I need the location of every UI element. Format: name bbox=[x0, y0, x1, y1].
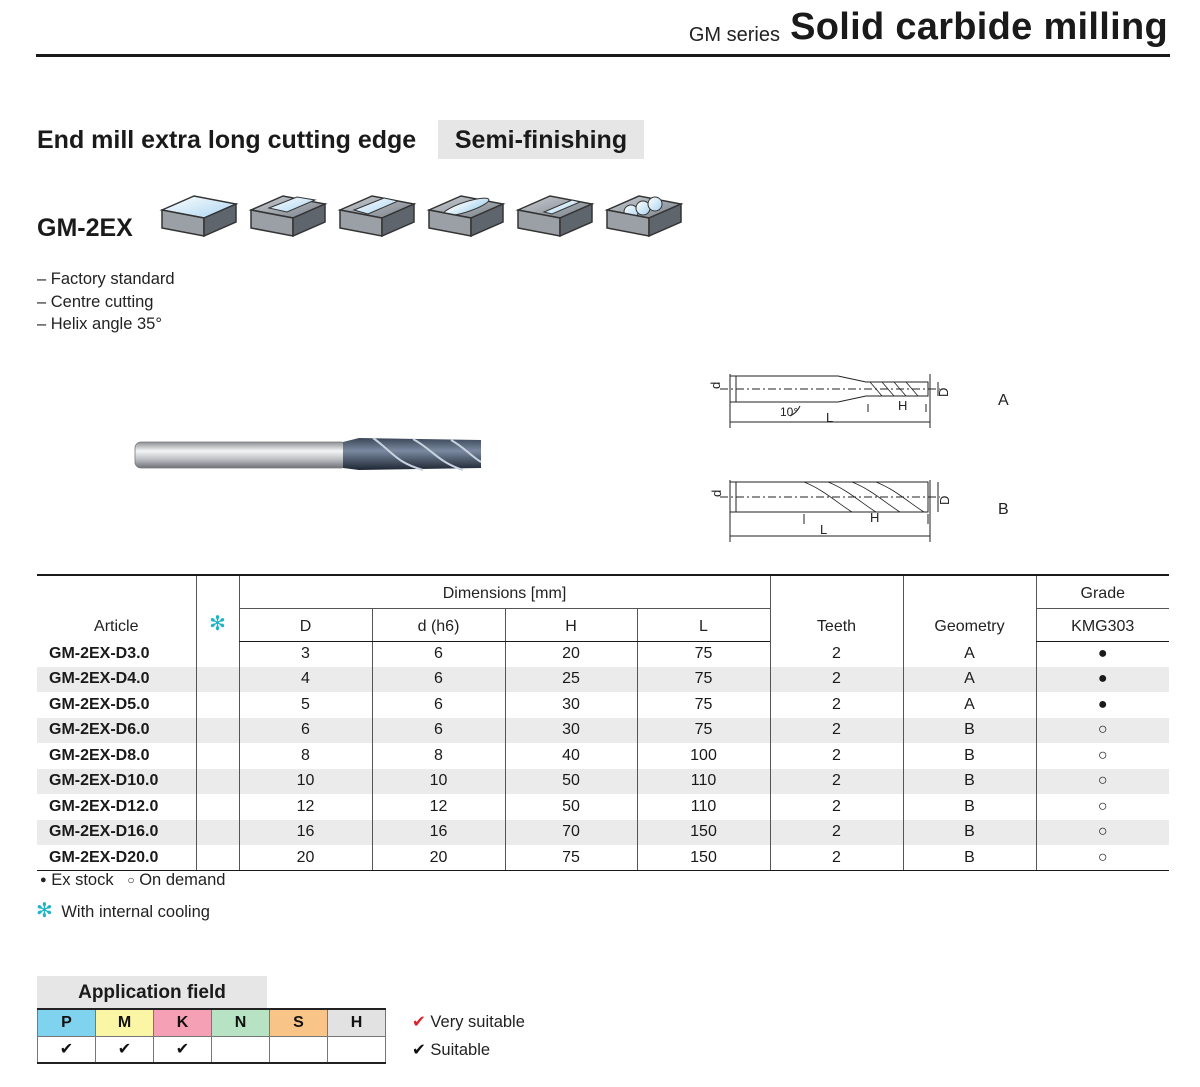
d-cell: 6 bbox=[372, 667, 505, 693]
header-rule bbox=[36, 54, 1170, 57]
article-cell: GM-2EX-D8.0 bbox=[49, 746, 150, 764]
article-cell: GM-2EX-D6.0 bbox=[37, 718, 196, 744]
material-h: H bbox=[328, 1009, 386, 1036]
very-suitable-legend bbox=[412, 1012, 525, 1032]
D-cell: 8 bbox=[239, 743, 372, 769]
cooling-icon: ✻ bbox=[36, 900, 53, 922]
material-s: S bbox=[270, 1009, 328, 1036]
geometry-cell: B bbox=[903, 743, 1036, 769]
H-cell: 30 bbox=[505, 718, 637, 744]
check-icon: ✔ bbox=[412, 1041, 426, 1059]
geometry-cell: B bbox=[903, 820, 1036, 846]
slotting-icon bbox=[340, 196, 414, 236]
header-grade: Grade bbox=[1036, 575, 1169, 608]
grade-cell: ● bbox=[1036, 641, 1169, 667]
face-milling-icon bbox=[162, 196, 236, 236]
L-cell: 110 bbox=[637, 794, 770, 820]
material-n: N bbox=[212, 1009, 270, 1036]
drilling-icon bbox=[607, 196, 681, 236]
cooling-cell bbox=[196, 692, 239, 718]
cooling-cell bbox=[196, 820, 239, 846]
header-teeth: Teeth bbox=[770, 575, 903, 641]
cooling-legend bbox=[36, 898, 210, 923]
teeth-cell: 2 bbox=[770, 769, 903, 795]
L-cell: 110 bbox=[637, 769, 770, 795]
feature-item: – Centre cutting bbox=[37, 292, 154, 311]
teeth-cell: 2 bbox=[770, 667, 903, 693]
d-cell: 20 bbox=[372, 845, 505, 871]
cooling-cell bbox=[196, 667, 239, 693]
material-rating: ✔ bbox=[38, 1036, 96, 1063]
header-grade-name: KMG303 bbox=[1036, 608, 1169, 641]
H-cell: 30 bbox=[505, 692, 637, 718]
article-cell: GM-2EX-D10.0 bbox=[37, 769, 196, 795]
grade-cell: ○ bbox=[1036, 845, 1169, 871]
cooling-cell bbox=[196, 743, 239, 769]
geometry-cell: B bbox=[903, 718, 1036, 744]
cooling-cell bbox=[196, 794, 239, 820]
L-cell: 100 bbox=[637, 743, 770, 769]
material-rating bbox=[328, 1036, 386, 1063]
H-cell: 50 bbox=[505, 769, 637, 795]
plunge-milling-icon bbox=[518, 196, 592, 236]
on-demand-text: On demand bbox=[139, 871, 226, 889]
teeth-cell: 2 bbox=[770, 794, 903, 820]
dim-H-label-b: H bbox=[870, 510, 880, 525]
dim-L-label-a: L bbox=[826, 410, 834, 425]
d-cell: 6 bbox=[372, 641, 505, 667]
L-cell: 75 bbox=[637, 718, 770, 744]
table-row bbox=[37, 667, 1169, 693]
table-row bbox=[37, 794, 1169, 820]
L-cell: 150 bbox=[637, 845, 770, 871]
header-L: L bbox=[637, 608, 770, 641]
product-code: GM-2EX bbox=[37, 214, 133, 242]
teeth-cell: 2 bbox=[770, 692, 903, 718]
feature-item: – Factory standard bbox=[37, 270, 175, 288]
application-badge: Semi-finishing bbox=[438, 120, 644, 159]
grade-cell: ○ bbox=[1036, 743, 1169, 769]
cooling-cell bbox=[196, 769, 239, 795]
teeth-cell: 2 bbox=[770, 743, 903, 769]
suitable-text: Suitable bbox=[430, 1041, 491, 1059]
very-suitable-text: Very suitable bbox=[430, 1013, 525, 1031]
d-cell: 8 bbox=[372, 743, 505, 769]
operation-icons bbox=[158, 180, 688, 240]
cooling-text: With internal cooling bbox=[61, 903, 210, 921]
material-k: K bbox=[154, 1009, 212, 1036]
article-cell: GM-2EX-D5.0 bbox=[49, 695, 150, 713]
on-demand-symbol: ○ bbox=[127, 873, 135, 887]
dim-d-label-b: d bbox=[709, 489, 724, 497]
table-row bbox=[37, 845, 1169, 871]
material-rating bbox=[270, 1036, 328, 1063]
ex-stock-text: Ex stock bbox=[51, 871, 114, 889]
d-cell: 12 bbox=[372, 794, 505, 820]
geometry-cell: A bbox=[903, 641, 1036, 667]
product-subtitle: End mill extra long cutting edge bbox=[37, 126, 417, 154]
header-article: Article bbox=[37, 575, 196, 641]
header-dimensions: Dimensions [mm] bbox=[239, 575, 770, 608]
geometry-a-label: A bbox=[998, 392, 1009, 409]
d-cell: 6 bbox=[372, 692, 505, 718]
H-cell: 25 bbox=[505, 667, 637, 693]
geometry-b-label: B bbox=[998, 501, 1009, 518]
article-cell: GM-2EX-D3.0 bbox=[49, 644, 150, 662]
material-rating bbox=[212, 1036, 270, 1063]
L-cell: 75 bbox=[637, 692, 770, 718]
D-cell: 16 bbox=[239, 820, 372, 846]
H-cell: 75 bbox=[505, 845, 637, 871]
application-field-title: Application field bbox=[37, 976, 267, 1008]
feature-list bbox=[37, 268, 175, 336]
D-cell: 3 bbox=[239, 641, 372, 667]
dim-H-label-a: H bbox=[898, 398, 908, 413]
teeth-cell: 2 bbox=[770, 845, 903, 871]
geometry-cell: B bbox=[903, 794, 1036, 820]
teeth-cell: 2 bbox=[770, 718, 903, 744]
cooling-cell bbox=[196, 641, 239, 667]
table-row bbox=[37, 820, 1169, 846]
material-rating: ✔ bbox=[96, 1036, 154, 1063]
dim-d-label-a: d bbox=[708, 381, 723, 389]
end-mill-photo bbox=[133, 432, 485, 476]
product-spec-table bbox=[37, 574, 1169, 871]
table-row bbox=[37, 769, 1169, 795]
dim-D-label-a: D bbox=[936, 387, 951, 397]
cooling-icon: ✻ bbox=[209, 613, 226, 635]
D-cell: 12 bbox=[239, 794, 372, 820]
D-cell: 6 bbox=[239, 718, 372, 744]
table-row bbox=[37, 718, 1169, 744]
series-label: GM series bbox=[688, 24, 780, 46]
material-p: P bbox=[38, 1009, 96, 1036]
pocket-milling-icon bbox=[429, 195, 503, 236]
D-cell: 10 bbox=[239, 769, 372, 795]
header-d: d (h6) bbox=[372, 608, 505, 641]
geometry-drawings bbox=[700, 360, 960, 550]
geometry-b-drawing bbox=[720, 480, 940, 542]
D-cell: 5 bbox=[239, 692, 372, 718]
H-cell: 20 bbox=[505, 641, 637, 667]
H-cell: 50 bbox=[505, 794, 637, 820]
table-row bbox=[37, 743, 1169, 769]
article-cell: GM-2EX-D4.0 bbox=[37, 667, 196, 693]
grade-cell: ○ bbox=[1036, 769, 1169, 795]
grade-cell: ○ bbox=[1036, 794, 1169, 820]
dim-D-label-b: D bbox=[937, 495, 952, 505]
D-cell: 20 bbox=[239, 845, 372, 871]
header-cooling bbox=[196, 575, 239, 641]
L-cell: 75 bbox=[637, 641, 770, 667]
teeth-cell: 2 bbox=[770, 820, 903, 846]
header-D: D bbox=[239, 608, 372, 641]
d-cell: 16 bbox=[372, 820, 505, 846]
L-cell: 150 bbox=[637, 820, 770, 846]
article-cell: GM-2EX-D16.0 bbox=[37, 820, 196, 846]
suitable-legend bbox=[412, 1040, 490, 1060]
material-m: M bbox=[96, 1009, 154, 1036]
article-cell: GM-2EX-D12.0 bbox=[49, 797, 159, 815]
cooling-cell bbox=[196, 718, 239, 744]
cooling-cell bbox=[196, 845, 239, 871]
dim-L-label-b: L bbox=[820, 522, 828, 537]
grade-cell: ● bbox=[1036, 667, 1169, 693]
H-cell: 70 bbox=[505, 820, 637, 846]
ex-stock-symbol: ● bbox=[40, 874, 47, 886]
table-row bbox=[37, 692, 1169, 718]
table-row bbox=[37, 641, 1169, 667]
application-field-table bbox=[37, 1008, 386, 1064]
feature-item: – Helix angle 35° bbox=[37, 315, 162, 333]
stock-legend bbox=[40, 871, 225, 890]
D-cell: 4 bbox=[239, 667, 372, 693]
article-cell: GM-2EX-D20.0 bbox=[37, 845, 196, 871]
header-geometry: Geometry bbox=[903, 575, 1036, 641]
d-cell: 6 bbox=[372, 718, 505, 744]
geometry-cell: A bbox=[903, 692, 1036, 718]
H-cell: 40 bbox=[505, 743, 637, 769]
geometry-cell: A bbox=[903, 667, 1036, 693]
check-icon: ✔ bbox=[412, 1013, 426, 1031]
grade-cell: ○ bbox=[1036, 718, 1169, 744]
grade-cell: ○ bbox=[1036, 820, 1169, 846]
header-H: H bbox=[505, 608, 637, 641]
geometry-cell: B bbox=[903, 845, 1036, 871]
teeth-cell: 2 bbox=[770, 641, 903, 667]
geometry-cell: B bbox=[903, 769, 1036, 795]
page-title: Solid carbide milling bbox=[790, 6, 1168, 48]
grade-cell: ● bbox=[1036, 692, 1169, 718]
d-cell: 10 bbox=[372, 769, 505, 795]
material-rating: ✔ bbox=[154, 1036, 212, 1063]
angle-label: 10° bbox=[780, 405, 799, 419]
L-cell: 75 bbox=[637, 667, 770, 693]
shoulder-milling-icon bbox=[251, 196, 325, 236]
